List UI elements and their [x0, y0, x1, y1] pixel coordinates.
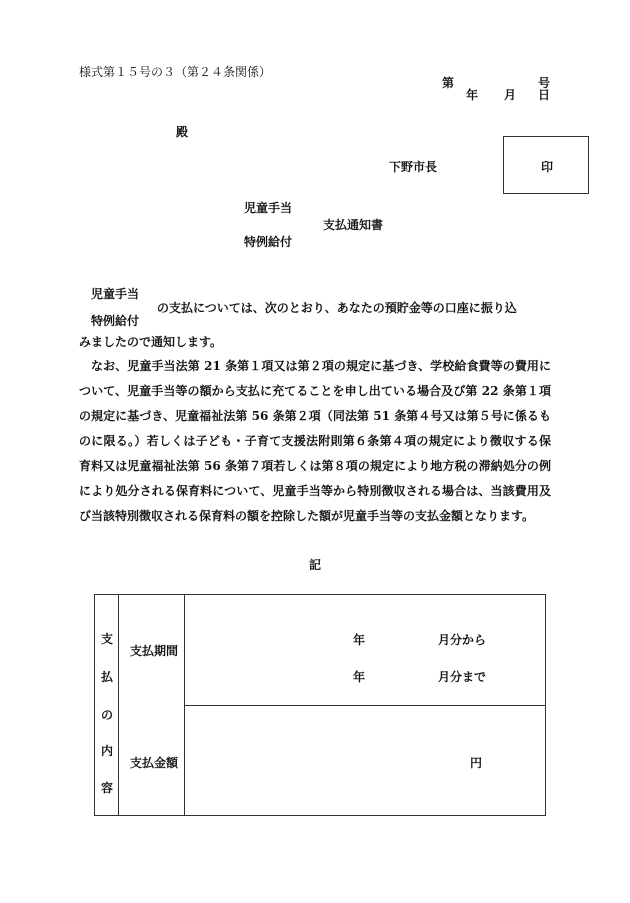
doc-number-go: 号: [538, 76, 551, 90]
payment-table: [94, 594, 546, 816]
period-label: 支払期間: [130, 644, 179, 658]
seal-mark: 印: [541, 160, 554, 174]
period-from-year: 年: [353, 633, 366, 647]
body-stack-bottom: 特例給付: [91, 314, 140, 328]
addressee-suffix: 殿: [176, 125, 189, 139]
title-line-3: 特例給付: [244, 235, 293, 249]
ki-heading: 記: [309, 558, 322, 572]
side-label-5: 容: [100, 781, 113, 795]
date-day: 日: [538, 88, 551, 102]
title-line-1: 児童手当: [244, 201, 293, 215]
form-number: 様式第１５号の３（第２４条関係）: [79, 65, 272, 79]
period-to-month: 月分まで: [438, 670, 487, 684]
issuer-name: 下野市長: [389, 160, 438, 174]
body-line-2: みましたので通知します。: [79, 335, 223, 349]
period-to-year: 年: [353, 670, 366, 684]
date-month: 月: [504, 88, 517, 102]
doc-number-dai: 第: [442, 76, 455, 90]
amount-label: 支払金額: [130, 756, 179, 770]
title-line-2: 支払通知書: [323, 218, 384, 232]
side-label-1: 支: [100, 632, 113, 646]
side-label-2: 払: [100, 670, 113, 684]
body-stack-top: 児童手当: [91, 287, 140, 301]
body-line1-rest: の支払については、次のとおり、あなたの預貯金等の口座に振り込: [157, 301, 517, 315]
side-label-4: 内: [100, 744, 113, 758]
body-paragraph-2: なお、児童手当法第 21 条第１項又は第２項の規定に基づき、学校給食費等の費用について、児童手当等の額から支払に充てることを申し出ている場合及び第 22 条第１項の規定に基づき、児童福祉法第 56 条第２項（同法第 51 条第４号又は第５号に係るものに限る。）若しくは子ども・子育て支援法附則第６条第４項の規定により徴収する保育料又は児童福祉法第 56 条第７項若しくは第８項の規定により地方税の滞納処分の例により処分される保育料について、児童手当等から特別徴収される場合は、当該費用及び当該特別徴収される保育料の額を控除した額が児童手当等の支払金額となります。: [79, 359, 551, 523]
side-label-3: の: [100, 708, 113, 722]
date-year: 年: [466, 88, 479, 102]
period-from-month: 月分から: [438, 633, 487, 647]
amount-unit: 円: [470, 756, 483, 770]
